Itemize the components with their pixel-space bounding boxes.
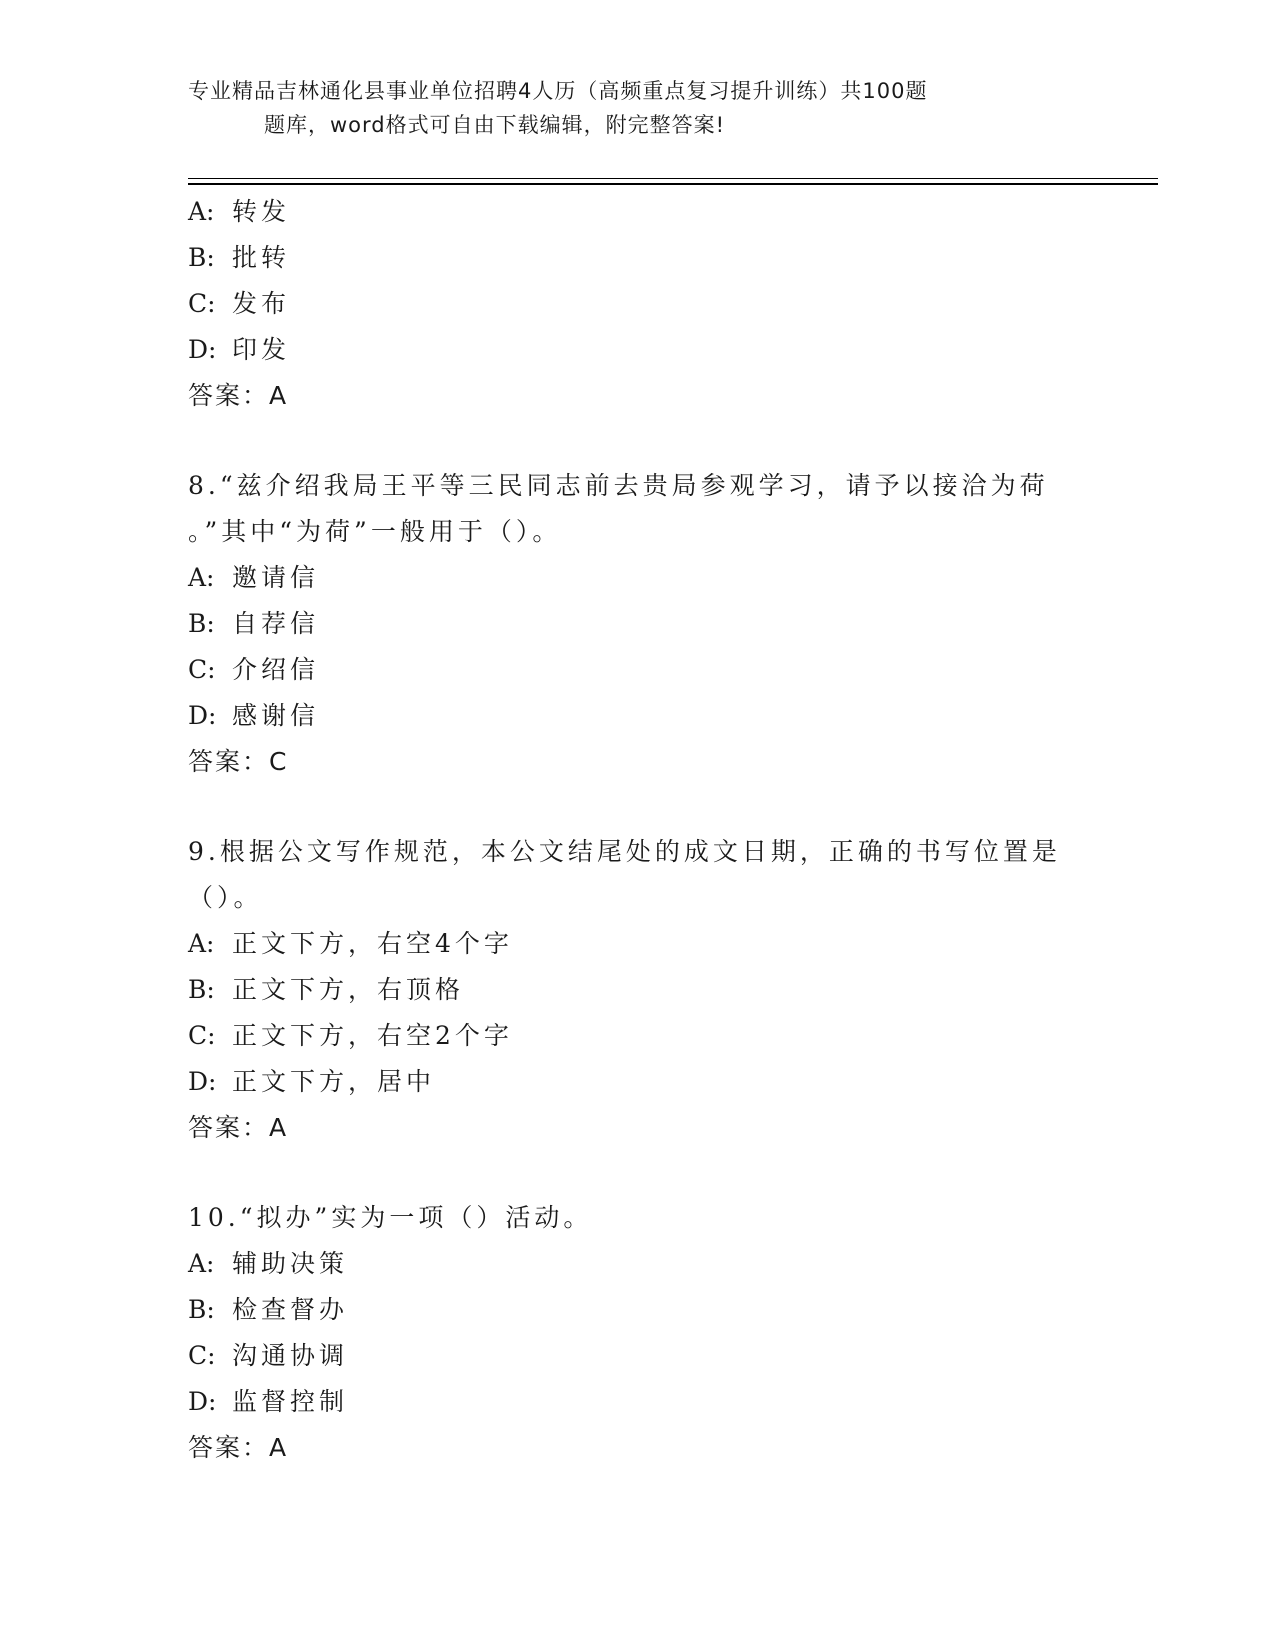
- page-header: [188, 74, 1048, 142]
- question-text-line2: （）。: [188, 883, 263, 912]
- question-text-line1: 9.根据公文写作规范，本公文结尾处的成文日期，正确的书写位置是: [188, 837, 1061, 866]
- option-text: 沟通协调: [232, 1341, 349, 1370]
- option-letter: D:: [188, 701, 217, 730]
- question-block-9: [188, 829, 1088, 1151]
- option-text: 检查督办: [232, 1295, 349, 1324]
- option-letter: D:: [188, 335, 217, 364]
- option-a: [188, 189, 1088, 235]
- option-a: [188, 1241, 1088, 1287]
- option-text: 批转: [232, 243, 291, 272]
- question-block-10: [188, 1195, 1088, 1471]
- header-rule-thin: [188, 178, 1158, 179]
- option-letter: C:: [188, 1341, 216, 1370]
- option-text: 正文下方，右空2个字: [232, 1021, 513, 1050]
- option-d: [188, 1379, 1088, 1425]
- question-block-partial: [188, 189, 1088, 419]
- answer-line: 答案：A: [188, 381, 289, 410]
- option-letter: C:: [188, 1021, 216, 1050]
- option-text: 印发: [232, 335, 291, 364]
- option-text: 自荐信: [232, 609, 320, 638]
- option-letter: C:: [188, 289, 216, 318]
- option-b: [188, 967, 1088, 1013]
- question-text-line1: 10.“拟办”实为一项（）活动。: [188, 1203, 593, 1232]
- question-text-line1: 8.“兹介绍我局王平等三民同志前去贵局参观学习，请予以接洽为荷: [188, 471, 1049, 500]
- option-text: 介绍信: [232, 655, 320, 684]
- option-text: 邀请信: [232, 563, 320, 592]
- option-text: 正文下方，居中: [232, 1067, 436, 1096]
- option-letter: A:: [188, 563, 215, 592]
- option-d: [188, 693, 1088, 739]
- option-c: [188, 1013, 1088, 1059]
- answer-line: 答案：C: [188, 747, 289, 776]
- header-title-line1: 专业精品吉林通化县事业单位招聘4人历（高频重点复习提升训练）共100题: [188, 79, 928, 103]
- option-text: 感谢信: [232, 701, 320, 730]
- option-b: [188, 235, 1088, 281]
- option-d: [188, 1059, 1088, 1105]
- question-text: [188, 829, 1088, 921]
- header-rule-thick: [188, 183, 1158, 185]
- option-letter: D:: [188, 1387, 217, 1416]
- header-title-line2: 题库，word格式可自由下载编辑，附完整答案!: [264, 113, 726, 137]
- answer-line: 答案：A: [188, 1433, 289, 1462]
- option-c: [188, 647, 1088, 693]
- question-list: [188, 189, 1088, 1471]
- option-c: [188, 281, 1088, 327]
- option-a: [188, 555, 1088, 601]
- question-text-line2: 。”其中“为荷”一般用于（）。: [188, 517, 562, 546]
- option-text: 转发: [232, 197, 291, 226]
- option-a: [188, 921, 1088, 967]
- question-block-8: [188, 463, 1088, 785]
- option-text: 辅助决策: [232, 1249, 349, 1278]
- option-letter: B:: [188, 609, 215, 638]
- answer-line: 答案：A: [188, 1113, 289, 1142]
- option-d: [188, 327, 1088, 373]
- option-text: 正文下方，右顶格: [232, 975, 465, 1004]
- option-text: 正文下方，右空4个字: [232, 929, 513, 958]
- option-text: 监督控制: [232, 1387, 349, 1416]
- option-letter: A:: [188, 1249, 215, 1278]
- option-b: [188, 1287, 1088, 1333]
- question-text: [188, 1195, 1088, 1241]
- option-text: 发布: [232, 289, 291, 318]
- option-letter: A:: [188, 197, 215, 226]
- option-letter: D:: [188, 1067, 217, 1096]
- option-letter: B:: [188, 1295, 215, 1324]
- option-c: [188, 1333, 1088, 1379]
- question-text: [188, 463, 1088, 555]
- option-letter: B:: [188, 975, 215, 1004]
- option-letter: B:: [188, 243, 215, 272]
- option-letter: C:: [188, 655, 216, 684]
- option-b: [188, 601, 1088, 647]
- option-letter: A:: [188, 929, 215, 958]
